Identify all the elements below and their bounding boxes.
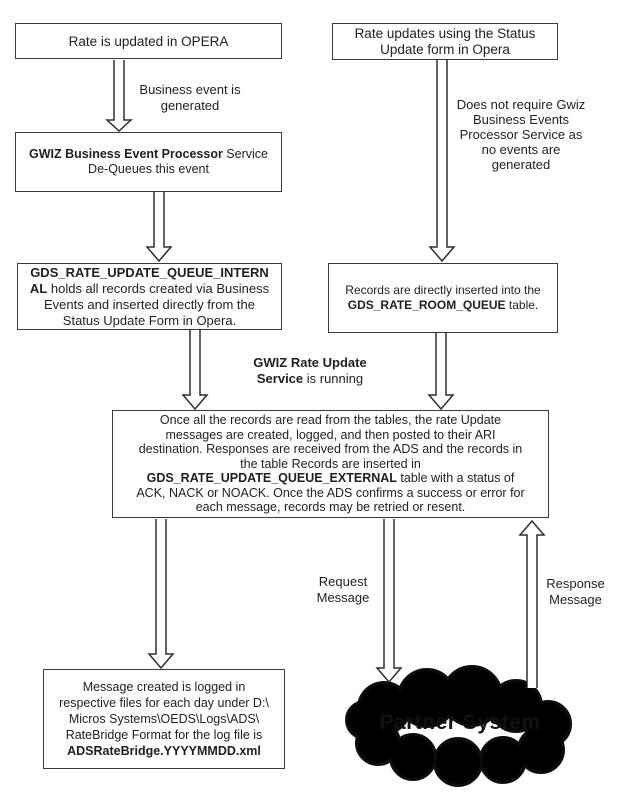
text-segment: holds all records created via Business [47,280,270,296]
label-text-line: Message [549,592,602,607]
node-text-line: RateBridge Format for the log file is [65,728,263,742]
label-text-line: Business event is [139,82,241,97]
label-text-line: Message [316,590,370,605]
node-text-line: the table Records are inserted in [240,456,421,471]
node-text-line: Rate updates using the Status [354,25,536,41]
label-text-line [238,355,382,371]
node-text-line: messages are created, logged, and then posted to their ARI [165,427,496,442]
text-segment-bold: AL [29,280,48,296]
node-text-line [30,281,269,297]
text-segment-bold: Service [256,370,304,386]
label-text-line: Business Events [472,112,570,127]
label-text-line: Response [546,576,605,591]
node-text-line: Message created is logged in [82,680,246,694]
node-text-line [29,147,268,163]
node-text-line [30,265,269,281]
label-text-line: generated [160,98,220,113]
text-segment-bold: ADSRateBridge.YYYYMMDD.xml [67,744,261,758]
text-segment-bold: GDS_RATE_UPDATE_QUEUE_EXTERNAL [146,471,397,486]
node-text-line: Records are directly inserted into the [345,283,541,297]
node-status-update-form [332,23,558,60]
text-segment: is running [303,370,364,386]
node-text-line [67,743,261,759]
node-text-line: De-Queues this event [88,162,209,176]
text-segment: table. [505,298,539,312]
node-text-line: ACK, NACK or NOACK. Once the ADS confirms a success or error for [136,485,525,500]
label-text-line: Does not require Gwiz [456,97,586,112]
node-text-line: Once all the records are read from the tables, the rate Update [159,412,502,427]
node-text-line: each message, records may be retried or resent. [195,500,466,515]
label-text-line: Request [318,574,368,589]
text-segment-bold: GWIZ Rate Update [253,355,367,370]
node-text-line: destination. Responses are received from the ADS and the records in [138,442,523,457]
label-text-line: Processor Service as [459,127,583,142]
node-text-line: Update form in Opera [380,41,510,57]
label-response-message [533,576,618,608]
arrow-main-to-log-icon [149,519,173,668]
node-internal-queue [17,263,282,330]
node-text-line: respective files for each day under D:\ [59,696,269,710]
text-segment: table with a status of [396,471,515,486]
node-rate-updated-opera [15,23,282,59]
node-text-line [147,471,515,486]
label-gwiz-rate-update-service [238,355,382,386]
text-segment: Service [222,146,268,161]
node-text-line: Status Update Form in Opera. [62,312,237,328]
node-text-line [348,298,539,313]
label-text-line: generated [491,157,551,172]
node-main-process [112,410,549,518]
label-request-message [303,574,383,606]
node-text-line: Rate is updated in OPERA [68,33,229,49]
node-text-line: Events and inserted directly from the [44,296,255,312]
text-segment-bold: GDS_RATE_UPDATE_QUEUE_INTERN [30,264,269,280]
text-segment-bold: GWIZ Business Event Processor [29,146,223,161]
arrow-internal-queue-to-main-icon [183,330,207,409]
label-no-events-generated [448,97,594,172]
text-segment-bold: GDS_RATE_ROOM_QUEUE [347,298,506,312]
arrow-processor-to-internal-queue-icon [147,192,171,261]
node-room-queue [328,263,558,333]
node-log-file [43,669,285,769]
arrow-room-queue-to-main-icon [429,333,453,409]
node-gwiz-event-processor [15,132,282,192]
label-text-line [238,371,382,387]
label-text-line: no events are [481,142,561,157]
node-text-line: Micros Systems\OEDS\Logs\ADS\ [68,712,260,726]
partner-system-label: Partner System [379,711,541,734]
label-business-event-generated [120,82,260,114]
